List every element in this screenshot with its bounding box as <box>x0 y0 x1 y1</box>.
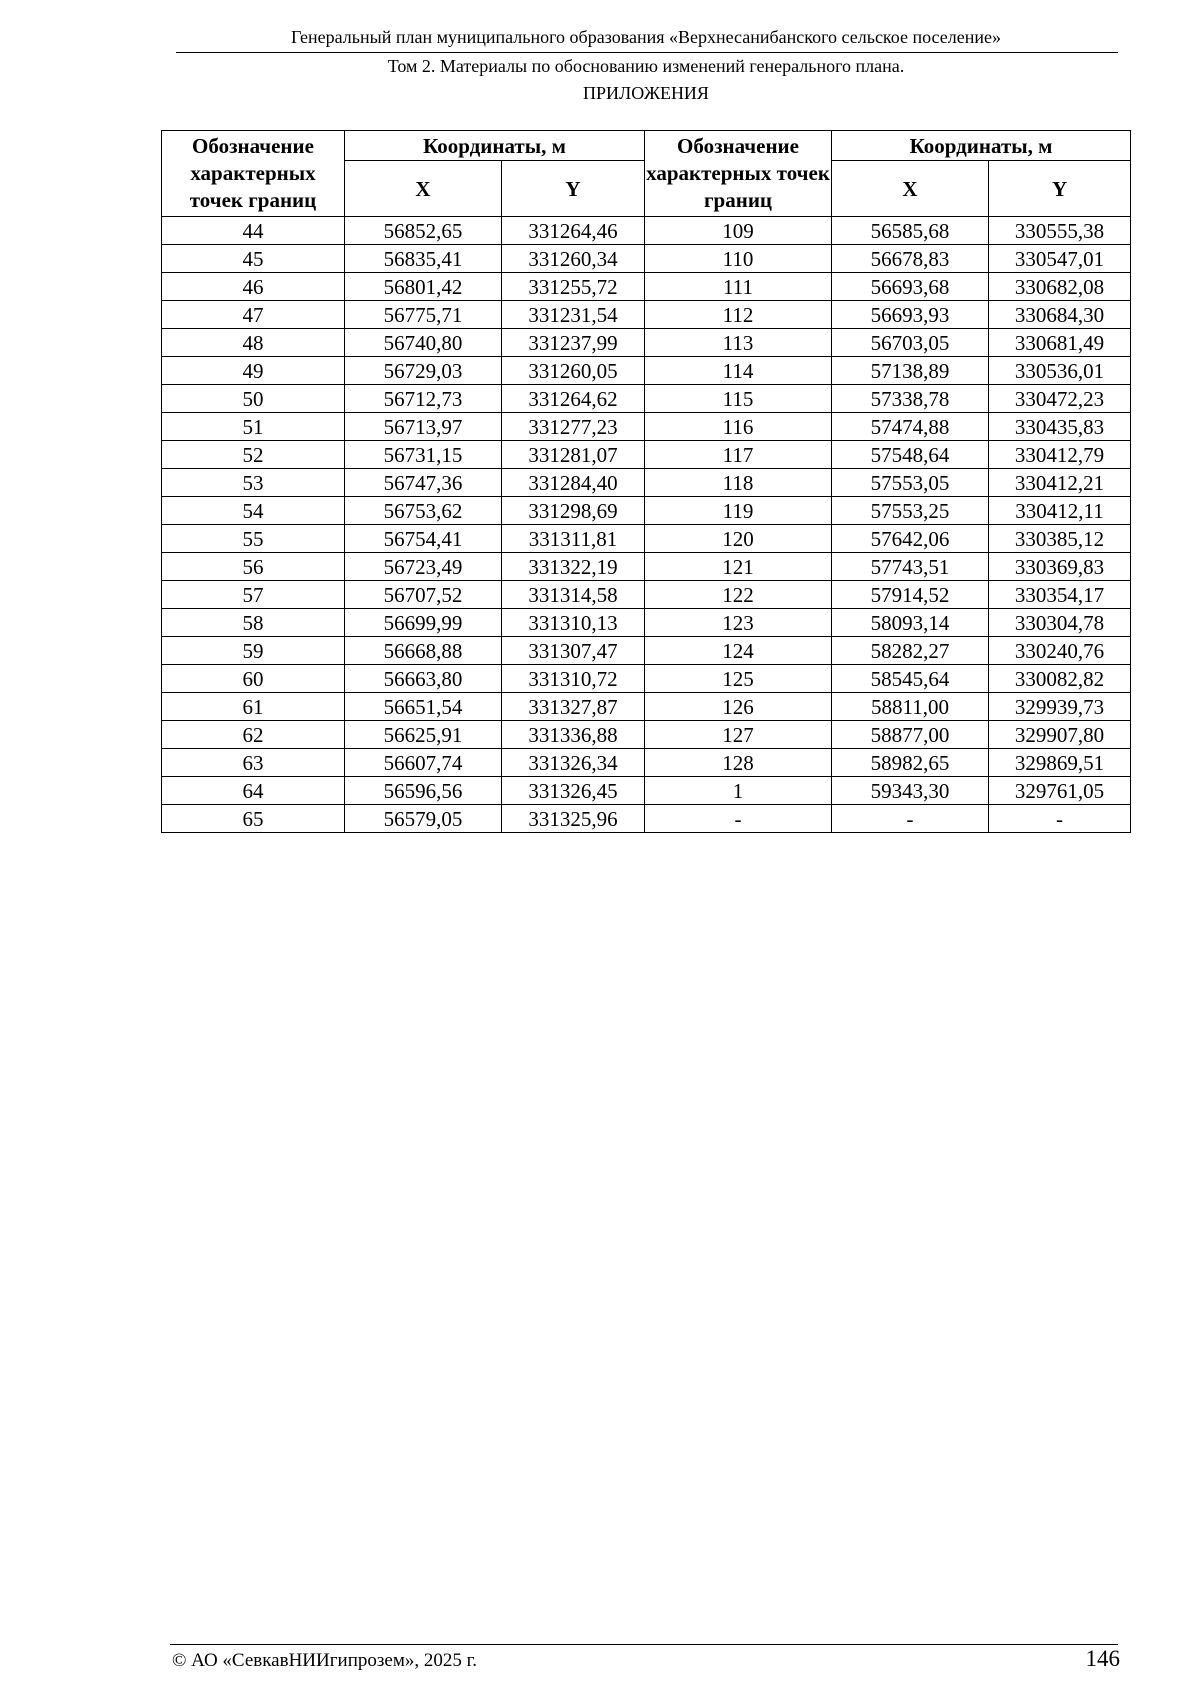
table-row <box>162 329 1131 357</box>
designation-header-right: Обозначение характерных точек границ <box>645 131 832 217</box>
cell-x-right: - <box>832 805 989 833</box>
cell-x-right: 57338,78 <box>832 385 989 413</box>
cell-x-right: 57914,52 <box>832 581 989 609</box>
table-body <box>162 217 1131 833</box>
table-row <box>162 693 1131 721</box>
table-row <box>162 497 1131 525</box>
cell-point-left: 64 <box>162 777 345 805</box>
cell-point-right: 116 <box>645 413 832 441</box>
cell-y-left: 331310,13 <box>502 609 645 637</box>
cell-x-left: 56723,49 <box>345 553 502 581</box>
table-row <box>162 301 1131 329</box>
table-row <box>162 413 1131 441</box>
table-row <box>162 217 1131 245</box>
cell-x-right: 58811,00 <box>832 693 989 721</box>
table-row <box>162 245 1131 273</box>
cell-point-right: 123 <box>645 609 832 637</box>
cell-y-right: 330385,12 <box>989 525 1131 553</box>
cell-point-left: 65 <box>162 805 345 833</box>
cell-point-right: 118 <box>645 469 832 497</box>
cell-y-right: 330304,78 <box>989 609 1131 637</box>
table-row <box>162 525 1131 553</box>
cell-point-left: 48 <box>162 329 345 357</box>
cell-x-right: 58282,27 <box>832 637 989 665</box>
cell-point-left: 49 <box>162 357 345 385</box>
cell-x-left: 56651,54 <box>345 693 502 721</box>
cell-point-left: 53 <box>162 469 345 497</box>
cell-y-left: 331264,46 <box>502 217 645 245</box>
cell-point-right: 120 <box>645 525 832 553</box>
cell-point-left: 45 <box>162 245 345 273</box>
cell-x-left: 56707,52 <box>345 581 502 609</box>
cell-y-right: 329761,05 <box>989 777 1131 805</box>
table-row <box>162 385 1131 413</box>
table-row <box>162 609 1131 637</box>
cell-point-right: 124 <box>645 637 832 665</box>
cell-x-right: 58877,00 <box>832 721 989 749</box>
coordinates-table <box>161 130 1131 833</box>
cell-y-right: 330412,21 <box>989 469 1131 497</box>
table-row <box>162 441 1131 469</box>
cell-y-right: 329907,80 <box>989 721 1131 749</box>
cell-point-right: 127 <box>645 721 832 749</box>
x-header-right: X <box>832 161 989 217</box>
cell-x-left: 56801,42 <box>345 273 502 301</box>
y-header-right: Y <box>989 161 1131 217</box>
cell-point-left: 51 <box>162 413 345 441</box>
cell-point-left: 54 <box>162 497 345 525</box>
cell-x-left: 56596,56 <box>345 777 502 805</box>
cell-point-left: 57 <box>162 581 345 609</box>
cell-y-right: 330240,76 <box>989 637 1131 665</box>
cell-y-left: 331307,47 <box>502 637 645 665</box>
cell-y-left: 331322,19 <box>502 553 645 581</box>
cell-y-right: 330472,23 <box>989 385 1131 413</box>
cell-point-right: 112 <box>645 301 832 329</box>
table-row <box>162 665 1131 693</box>
cell-y-left: 331327,87 <box>502 693 645 721</box>
table-row <box>162 749 1131 777</box>
cell-y-left: 331277,23 <box>502 413 645 441</box>
cell-y-right: 330555,38 <box>989 217 1131 245</box>
cell-y-left: 331311,81 <box>502 525 645 553</box>
cell-x-left: 56668,88 <box>345 637 502 665</box>
cell-point-left: 52 <box>162 441 345 469</box>
footer-copyright: © АО «СевкавНИИгипрозем», 2025 г. <box>172 1650 477 1671</box>
cell-y-right: 330682,08 <box>989 273 1131 301</box>
coords-header-right: Координаты, м <box>832 131 1131 161</box>
table-row <box>162 273 1131 301</box>
cell-point-left: 61 <box>162 693 345 721</box>
cell-y-right: 330684,30 <box>989 301 1131 329</box>
header-volume-title: Том 2. Материалы по обоснованию изменений генерального плана. <box>387 56 905 76</box>
cell-x-left: 56740,80 <box>345 329 502 357</box>
cell-point-right: 117 <box>645 441 832 469</box>
footer-divider <box>170 1644 1118 1645</box>
cell-x-left: 56663,80 <box>345 665 502 693</box>
cell-x-right: 56693,68 <box>832 273 989 301</box>
table-row <box>162 553 1131 581</box>
table-row <box>162 805 1131 833</box>
cell-point-right: 121 <box>645 553 832 581</box>
cell-x-right: 57642,06 <box>832 525 989 553</box>
table-row <box>162 357 1131 385</box>
cell-y-left: 331260,05 <box>502 357 645 385</box>
cell-point-left: 60 <box>162 665 345 693</box>
cell-y-right: 330681,49 <box>989 329 1131 357</box>
cell-point-right: 110 <box>645 245 832 273</box>
cell-x-left: 56747,36 <box>345 469 502 497</box>
cell-point-right: 125 <box>645 665 832 693</box>
cell-x-left: 56625,91 <box>345 721 502 749</box>
cell-point-left: 62 <box>162 721 345 749</box>
cell-y-right: 330412,79 <box>989 441 1131 469</box>
cell-x-left: 56607,74 <box>345 749 502 777</box>
cell-x-right: 57553,25 <box>832 497 989 525</box>
cell-point-left: 63 <box>162 749 345 777</box>
cell-x-right: 59343,30 <box>832 777 989 805</box>
cell-x-left: 56731,15 <box>345 441 502 469</box>
cell-y-right: 329939,73 <box>989 693 1131 721</box>
cell-y-left: 331325,96 <box>502 805 645 833</box>
cell-point-left: 56 <box>162 553 345 581</box>
cell-x-right: 56703,05 <box>832 329 989 357</box>
cell-x-left: 56753,62 <box>345 497 502 525</box>
cell-point-right: 126 <box>645 693 832 721</box>
cell-y-left: 331298,69 <box>502 497 645 525</box>
y-header-left: Y <box>502 161 645 217</box>
table-header <box>162 131 1131 217</box>
cell-y-right: 330354,17 <box>989 581 1131 609</box>
cell-y-left: 331326,45 <box>502 777 645 805</box>
cell-y-right: - <box>989 805 1131 833</box>
cell-x-right: 58093,14 <box>832 609 989 637</box>
cell-y-left: 331314,58 <box>502 581 645 609</box>
cell-y-right: 330082,82 <box>989 665 1131 693</box>
header-document-title: Генеральный план муниципального образования «Верхнесанибанского сельское поселение» <box>291 27 1001 47</box>
table-row <box>162 777 1131 805</box>
cell-y-left: 331326,34 <box>502 749 645 777</box>
cell-y-left: 331231,54 <box>502 301 645 329</box>
header-section-title: ПРИЛОЖЕНИЯ <box>583 83 709 103</box>
cell-point-right: 119 <box>645 497 832 525</box>
cell-x-left: 56835,41 <box>345 245 502 273</box>
cell-x-right: 57138,89 <box>832 357 989 385</box>
cell-x-right: 57548,64 <box>832 441 989 469</box>
cell-x-right: 56678,83 <box>832 245 989 273</box>
cell-y-left: 331336,88 <box>502 721 645 749</box>
cell-point-left: 47 <box>162 301 345 329</box>
cell-x-left: 56713,97 <box>345 413 502 441</box>
cell-point-left: 59 <box>162 637 345 665</box>
cell-y-left: 331237,99 <box>502 329 645 357</box>
cell-point-right: - <box>645 805 832 833</box>
cell-point-left: 50 <box>162 385 345 413</box>
cell-point-left: 44 <box>162 217 345 245</box>
x-header-left: X <box>345 161 502 217</box>
cell-y-right: 330547,01 <box>989 245 1131 273</box>
cell-x-right: 58982,65 <box>832 749 989 777</box>
cell-point-right: 128 <box>645 749 832 777</box>
cell-x-left: 56729,03 <box>345 357 502 385</box>
cell-x-left: 56852,65 <box>345 217 502 245</box>
cell-x-right: 56585,68 <box>832 217 989 245</box>
cell-x-right: 57553,05 <box>832 469 989 497</box>
cell-x-left: 56775,71 <box>345 301 502 329</box>
table-row <box>162 581 1131 609</box>
cell-point-right: 111 <box>645 273 832 301</box>
cell-x-right: 57743,51 <box>832 553 989 581</box>
cell-x-left: 56712,73 <box>345 385 502 413</box>
cell-point-right: 1 <box>645 777 832 805</box>
cell-point-right: 113 <box>645 329 832 357</box>
cell-y-left: 331310,72 <box>502 665 645 693</box>
cell-y-right: 330536,01 <box>989 357 1131 385</box>
cell-point-right: 122 <box>645 581 832 609</box>
cell-y-right: 330435,83 <box>989 413 1131 441</box>
page-number: 146 <box>1085 1646 1120 1671</box>
cell-y-left: 331260,34 <box>502 245 645 273</box>
cell-point-left: 58 <box>162 609 345 637</box>
designation-header-left: Обозначение характерных точек границ <box>162 131 345 217</box>
cell-point-right: 109 <box>645 217 832 245</box>
coords-header-left: Координаты, м <box>345 131 645 161</box>
cell-point-right: 115 <box>645 385 832 413</box>
cell-x-right: 57474,88 <box>832 413 989 441</box>
header-divider <box>176 52 1118 53</box>
cell-x-left: 56579,05 <box>345 805 502 833</box>
cell-x-left: 56754,41 <box>345 525 502 553</box>
cell-y-right: 330369,83 <box>989 553 1131 581</box>
cell-point-right: 114 <box>645 357 832 385</box>
cell-y-left: 331264,62 <box>502 385 645 413</box>
cell-x-left: 56699,99 <box>345 609 502 637</box>
cell-y-right: 329869,51 <box>989 749 1131 777</box>
cell-y-right: 330412,11 <box>989 497 1131 525</box>
cell-point-left: 55 <box>162 525 345 553</box>
cell-x-right: 56693,93 <box>832 301 989 329</box>
table-row <box>162 469 1131 497</box>
table-row <box>162 637 1131 665</box>
cell-point-left: 46 <box>162 273 345 301</box>
table-row <box>162 721 1131 749</box>
cell-y-left: 331284,40 <box>502 469 645 497</box>
cell-y-left: 331255,72 <box>502 273 645 301</box>
cell-y-left: 331281,07 <box>502 441 645 469</box>
cell-x-right: 58545,64 <box>832 665 989 693</box>
